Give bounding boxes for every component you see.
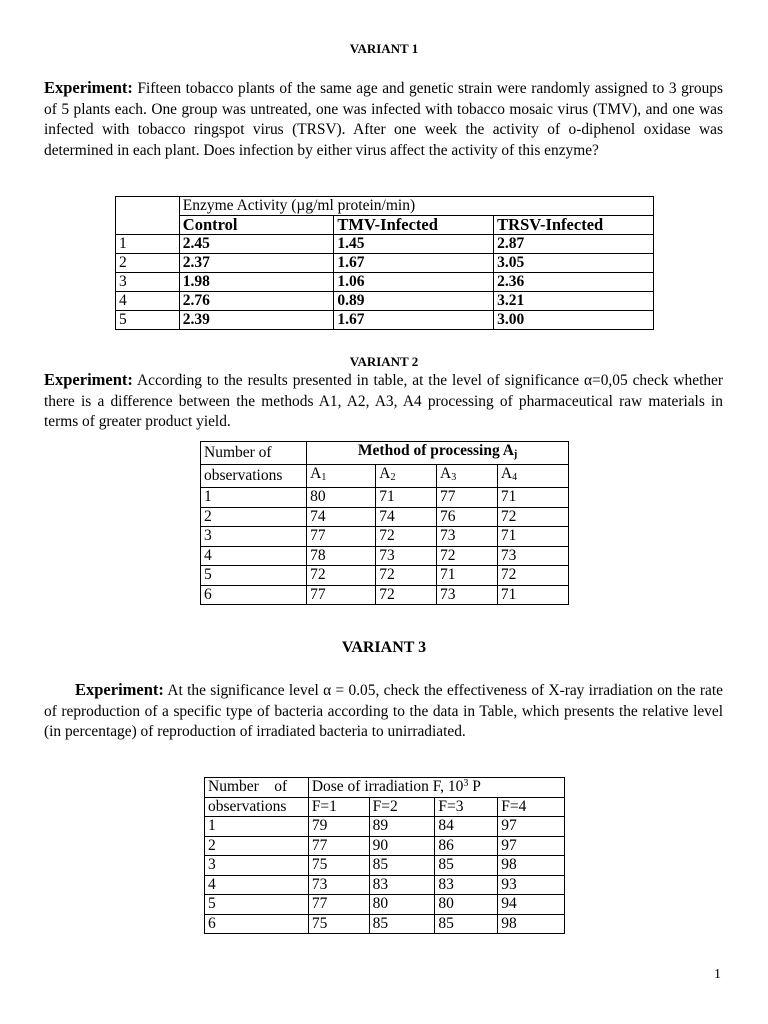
table-row (201, 585, 569, 605)
table-cell: 84 (435, 817, 498, 837)
table-cell: 2.45 (179, 235, 334, 254)
table-cell: 80 (369, 895, 435, 915)
t2-column-header: $A_4$ (497, 465, 568, 488)
row-number: 5 (201, 566, 307, 586)
table-cell: 90 (369, 836, 435, 856)
table-cell: 1.67 (334, 311, 494, 330)
row-number: 3 (205, 856, 309, 876)
table-cell: 1.98 (179, 273, 334, 292)
table-cell: 72 (376, 566, 437, 586)
table-cell: 72 (497, 566, 568, 586)
row-number: 1 (205, 817, 309, 837)
row-number: 6 (201, 585, 307, 605)
t1-corner-cell (116, 197, 180, 235)
table-cell: 73 (437, 585, 498, 605)
row-number: 2 (201, 507, 307, 527)
table-row (205, 836, 565, 856)
table-cell: 3.21 (494, 292, 654, 311)
table-row (205, 895, 565, 915)
table-row (205, 817, 565, 837)
table-cell: 77 (307, 527, 376, 547)
table-cell: 77 (437, 488, 498, 508)
t3-group-header: Dose of irradiation F, $10^3$ P (308, 778, 564, 798)
variant-2-paragraph (44, 370, 723, 433)
processing-methods-table (200, 441, 569, 605)
table-cell: 73 (308, 875, 369, 895)
row-number: 2 (205, 836, 309, 856)
table-cell: 97 (498, 817, 565, 837)
table-cell: 85 (435, 856, 498, 876)
row-number: 2 (116, 254, 180, 273)
table-cell: 75 (308, 856, 369, 876)
variant-1-title: VARIANT 1 (349, 41, 419, 56)
table-cell: 85 (435, 914, 498, 934)
table-cell: 98 (498, 856, 565, 876)
t1-group-header: Enzyme Activity (µg/ml protein/min) (179, 197, 653, 216)
table-cell: 72 (497, 507, 568, 527)
row-number: 4 (205, 875, 309, 895)
table-cell: 72 (437, 546, 498, 566)
variant-3-text: At the significance level α = 0.05, check the effectiveness of X-ray irradiation on the rate of reproduction of a specific type of bacteria according to the data in Table, which presents the relative level (in percentage) of reproduction of irradiated bacteria to unirradiated. (44, 682, 723, 740)
table-cell: 2.37 (179, 254, 334, 273)
table-cell: 77 (308, 836, 369, 856)
t2-column-header: $A_3$ (437, 465, 498, 488)
table-cell: 80 (435, 895, 498, 915)
table-row (116, 273, 654, 292)
table-cell: 72 (307, 566, 376, 586)
t1-column-header: TRSV-Infected (494, 216, 654, 235)
t2-row-header-line2: observations (201, 465, 307, 488)
variant-3-paragraph (44, 680, 723, 743)
table-row (205, 875, 565, 895)
table-cell: 2.87 (494, 235, 654, 254)
t2-group-header: Method of processing $A_j$ (307, 442, 569, 465)
table-cell: 71 (497, 488, 568, 508)
table-cell: 73 (376, 546, 437, 566)
row-number: 3 (201, 527, 307, 547)
t3-column-header: F=2 (369, 797, 435, 817)
variant-2-text: According to the results presented in table, at the level of significance α=0,05 check whether there is a difference between the methods A1, A2, A3, A4 processing of pharmaceutical raw materials in terms of greater product yield. (44, 372, 723, 430)
table-row (116, 254, 654, 273)
table-cell: 93 (498, 875, 565, 895)
variant-2-title: VARIANT 2 (349, 354, 419, 369)
t2-column-header: $A_2$ (376, 465, 437, 488)
table-cell: 78 (307, 546, 376, 566)
table-cell: 2.39 (179, 311, 334, 330)
variant-1-text: Fifteen tobacco plants of the same age and genetic strain were randomly assigned to 3 groups of 5 plants each. One group was untreated, one was infected with tobacco mosaic virus (TMV), and one was infected with tobacco ringspot virus (TRSV). After one week the activity of o-diphenol oxidase was determined in each plant. Does infection by either virus affect the activity of this enzyme? (44, 80, 723, 159)
variant-3-lead: Experiment: (75, 680, 164, 699)
table-cell: 0.89 (334, 292, 494, 311)
table-cell: 85 (369, 914, 435, 934)
table-cell: 97 (498, 836, 565, 856)
variant-1-lead: Experiment: (44, 78, 133, 97)
t2-column-header: $A_1$ (307, 465, 376, 488)
table-cell: 1.06 (334, 273, 494, 292)
table-cell: 73 (437, 527, 498, 547)
table-cell: 71 (376, 488, 437, 508)
t3-row-header-line1: Number of (205, 778, 309, 798)
t3-column-header: F=3 (435, 797, 498, 817)
table-cell: 72 (376, 527, 437, 547)
table-row (201, 488, 569, 508)
table-cell: 79 (308, 817, 369, 837)
table-cell: 71 (497, 585, 568, 605)
table-cell: 80 (307, 488, 376, 508)
table-cell: 83 (369, 875, 435, 895)
table-cell: 86 (435, 836, 498, 856)
table-cell: 2.36 (494, 273, 654, 292)
t1-column-header: TMV-Infected (334, 216, 494, 235)
row-number: 1 (116, 235, 180, 254)
t2-row-header-line1: Number of (201, 442, 307, 465)
table-row (116, 235, 654, 254)
variant-1-paragraph (44, 78, 723, 161)
irradiation-dose-table (204, 777, 565, 934)
table-row (205, 856, 565, 876)
table-cell: 72 (376, 585, 437, 605)
table-cell: 71 (437, 566, 498, 586)
t1-column-header: Control (179, 216, 334, 235)
table-cell: 77 (308, 895, 369, 915)
table-cell: 83 (435, 875, 498, 895)
table-row (116, 292, 654, 311)
table-row (201, 546, 569, 566)
table-cell: 76 (437, 507, 498, 527)
row-number: 4 (116, 292, 180, 311)
enzyme-activity-table (115, 196, 654, 330)
variant-3-title: VARIANT 3 (341, 639, 427, 656)
t3-column-header: F=1 (308, 797, 369, 817)
row-number: 5 (116, 311, 180, 330)
table-cell: 2.76 (179, 292, 334, 311)
row-number: 1 (201, 488, 307, 508)
row-number: 5 (205, 895, 309, 915)
table-cell: 1.67 (334, 254, 494, 273)
table-cell: 74 (376, 507, 437, 527)
table-cell: 94 (498, 895, 565, 915)
table-cell: 71 (497, 527, 568, 547)
table-row (201, 507, 569, 527)
t3-row-header-line2: observations (205, 797, 309, 817)
table-row (201, 566, 569, 586)
table-row (116, 311, 654, 330)
table-cell: 77 (307, 585, 376, 605)
table-cell: 74 (307, 507, 376, 527)
table-row (205, 914, 565, 934)
table-cell: 3.05 (494, 254, 654, 273)
table-cell: 75 (308, 914, 369, 934)
table-cell: 1.45 (334, 235, 494, 254)
table-cell: 98 (498, 914, 565, 934)
t3-column-header: F=4 (498, 797, 565, 817)
row-number: 4 (201, 546, 307, 566)
table-cell: 89 (369, 817, 435, 837)
row-number: 6 (205, 914, 309, 934)
table-cell: 85 (369, 856, 435, 876)
table-row (201, 527, 569, 547)
page-number: 1 (714, 967, 721, 982)
variant-2-lead: Experiment: (44, 370, 133, 389)
table-cell: 73 (497, 546, 568, 566)
table-cell: 3.00 (494, 311, 654, 330)
row-number: 3 (116, 273, 180, 292)
